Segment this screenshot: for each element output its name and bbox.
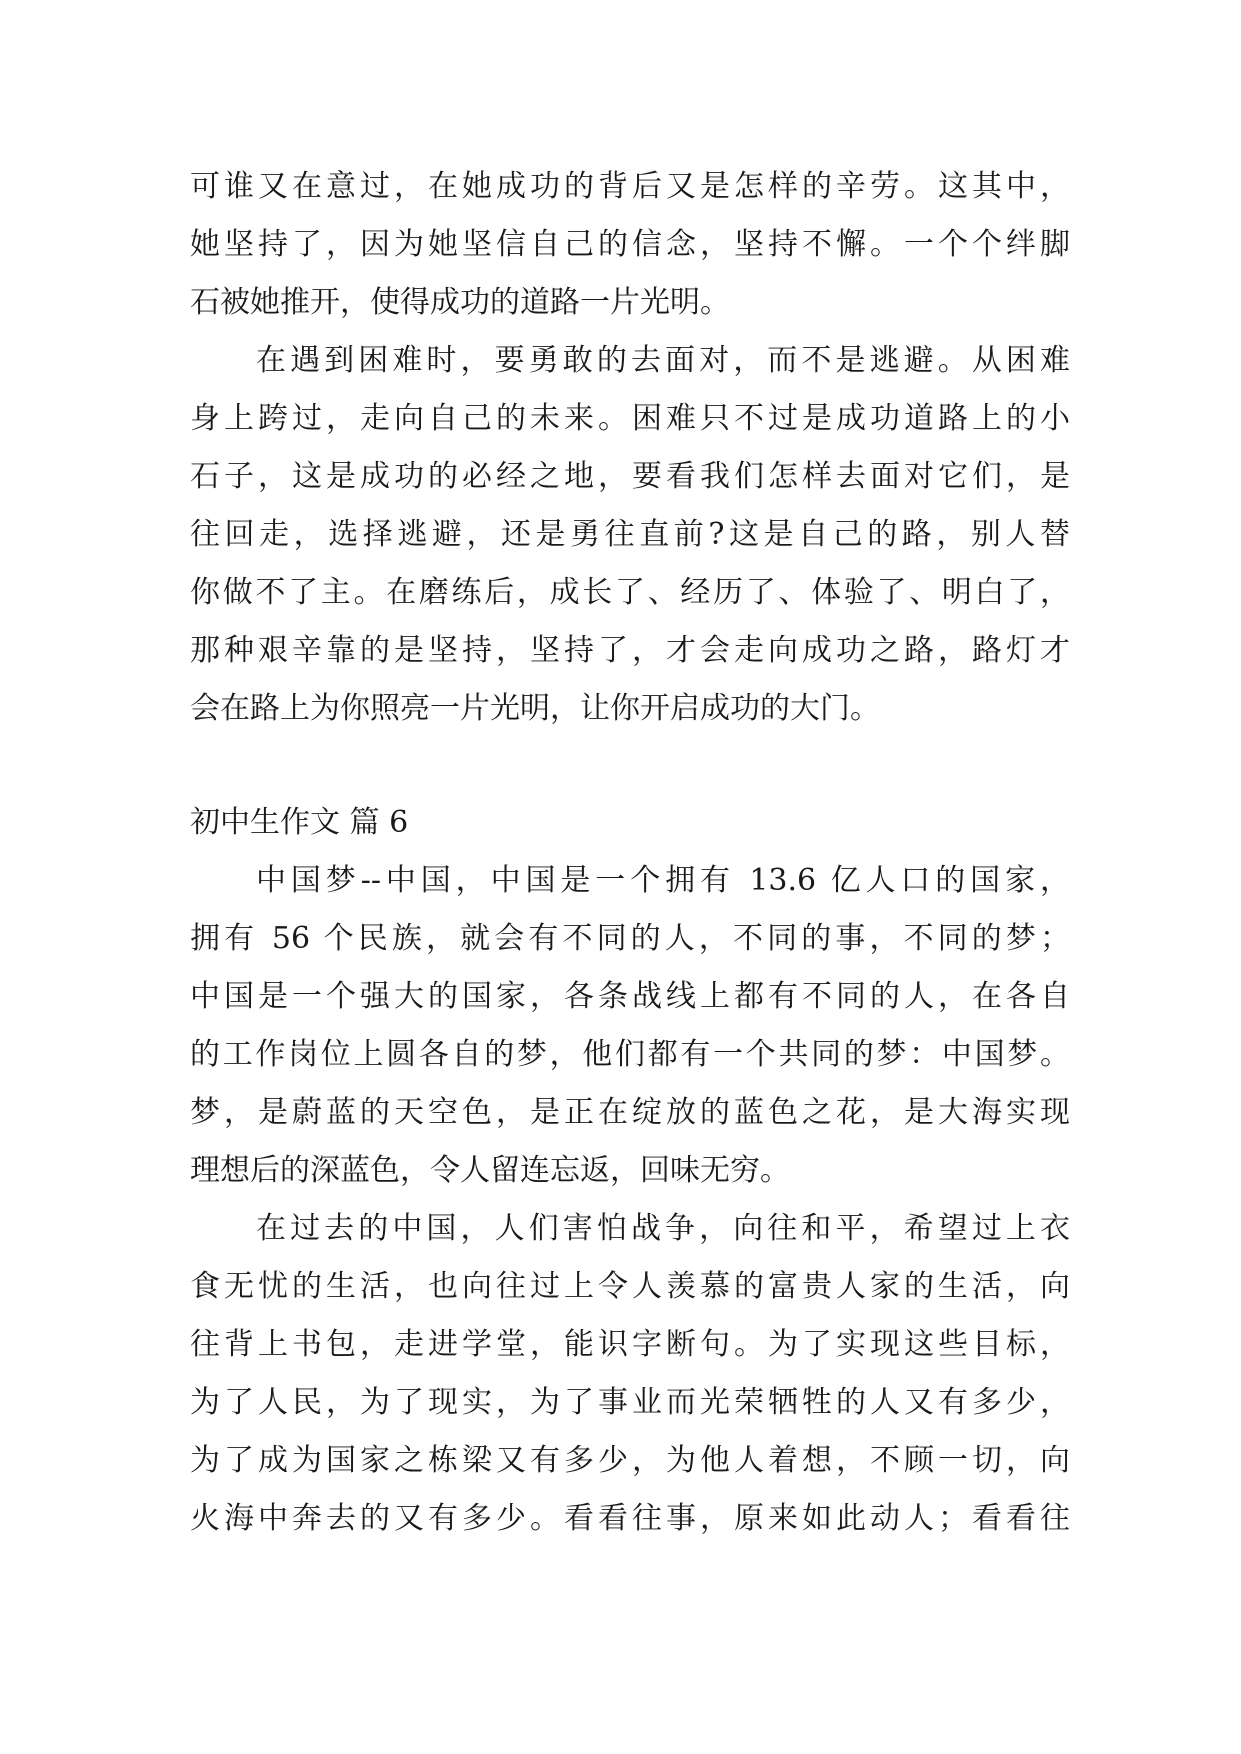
text-line: 中国是一个强大的国家，各条战线上都有不同的人，在各自 <box>190 979 1070 1014</box>
text-line: 会在路上为你照亮一片光明，让你开启成功的大门。 <box>190 691 880 726</box>
text-line: 可谁又在意过，在她成功的背后又是怎样的辛劳。这其中， <box>190 169 1070 204</box>
text-line: 那种艰辛靠的是坚持，坚持了，才会走向成功之路，路灯才 <box>190 633 1070 668</box>
text-line: 拥有 56 个民族，就会有不同的人，不同的事，不同的梦； <box>190 921 1070 956</box>
text-line: 身上跨过，走向自己的未来。困难只不过是成功道路上的小 <box>190 401 1070 436</box>
text-line: 她坚持了，因为她坚信自己的信念，坚持不懈。一个个绊脚 <box>190 227 1070 262</box>
text-line: 中国梦--中国，中国是一个拥有 13.6 亿人口的国家， <box>256 863 1070 898</box>
text-line: 理想后的深蓝色，令人留连忘返，回味无穷。 <box>190 1153 790 1188</box>
text-line: 石被她推开，使得成功的道路一片光明。 <box>190 285 730 320</box>
text-line: 往回走，选择逃避，还是勇往直前?这是自己的路，别人替 <box>190 517 1070 552</box>
text-line: 食无忧的生活，也向往过上令人羡慕的富贵人家的生活，向 <box>190 1269 1070 1304</box>
section-heading: 初中生作文 篇 6 <box>190 805 409 840</box>
text-line: 为了人民，为了现实，为了事业而光荣牺牲的人又有多少， <box>190 1385 1070 1420</box>
text-line: 在过去的中国，人们害怕战争，向往和平，希望过上衣 <box>256 1211 1070 1246</box>
text-line: 梦，是蔚蓝的天空色，是正在绽放的蓝色之花，是大海实现 <box>190 1095 1070 1130</box>
text-line: 往背上书包，走进学堂，能识字断句。为了实现这些目标， <box>190 1327 1070 1362</box>
text-line: 的工作岗位上圆各自的梦，他们都有一个共同的梦：中国梦。 <box>190 1037 1070 1072</box>
text-line: 石子，这是成功的必经之地，要看我们怎样去面对它们，是 <box>190 459 1070 494</box>
text-line: 你做不了主。在磨练后，成长了、经历了、体验了、明白了， <box>190 575 1070 610</box>
text-line: 火海中奔去的又有多少。看看往事，原来如此动人；看看往 <box>190 1501 1070 1536</box>
text-line: 为了成为国家之栋梁又有多少，为他人着想，不顾一切，向 <box>190 1443 1070 1478</box>
text-line: 在遇到困难时，要勇敢的去面对，而不是逃避。从困难 <box>256 343 1070 378</box>
